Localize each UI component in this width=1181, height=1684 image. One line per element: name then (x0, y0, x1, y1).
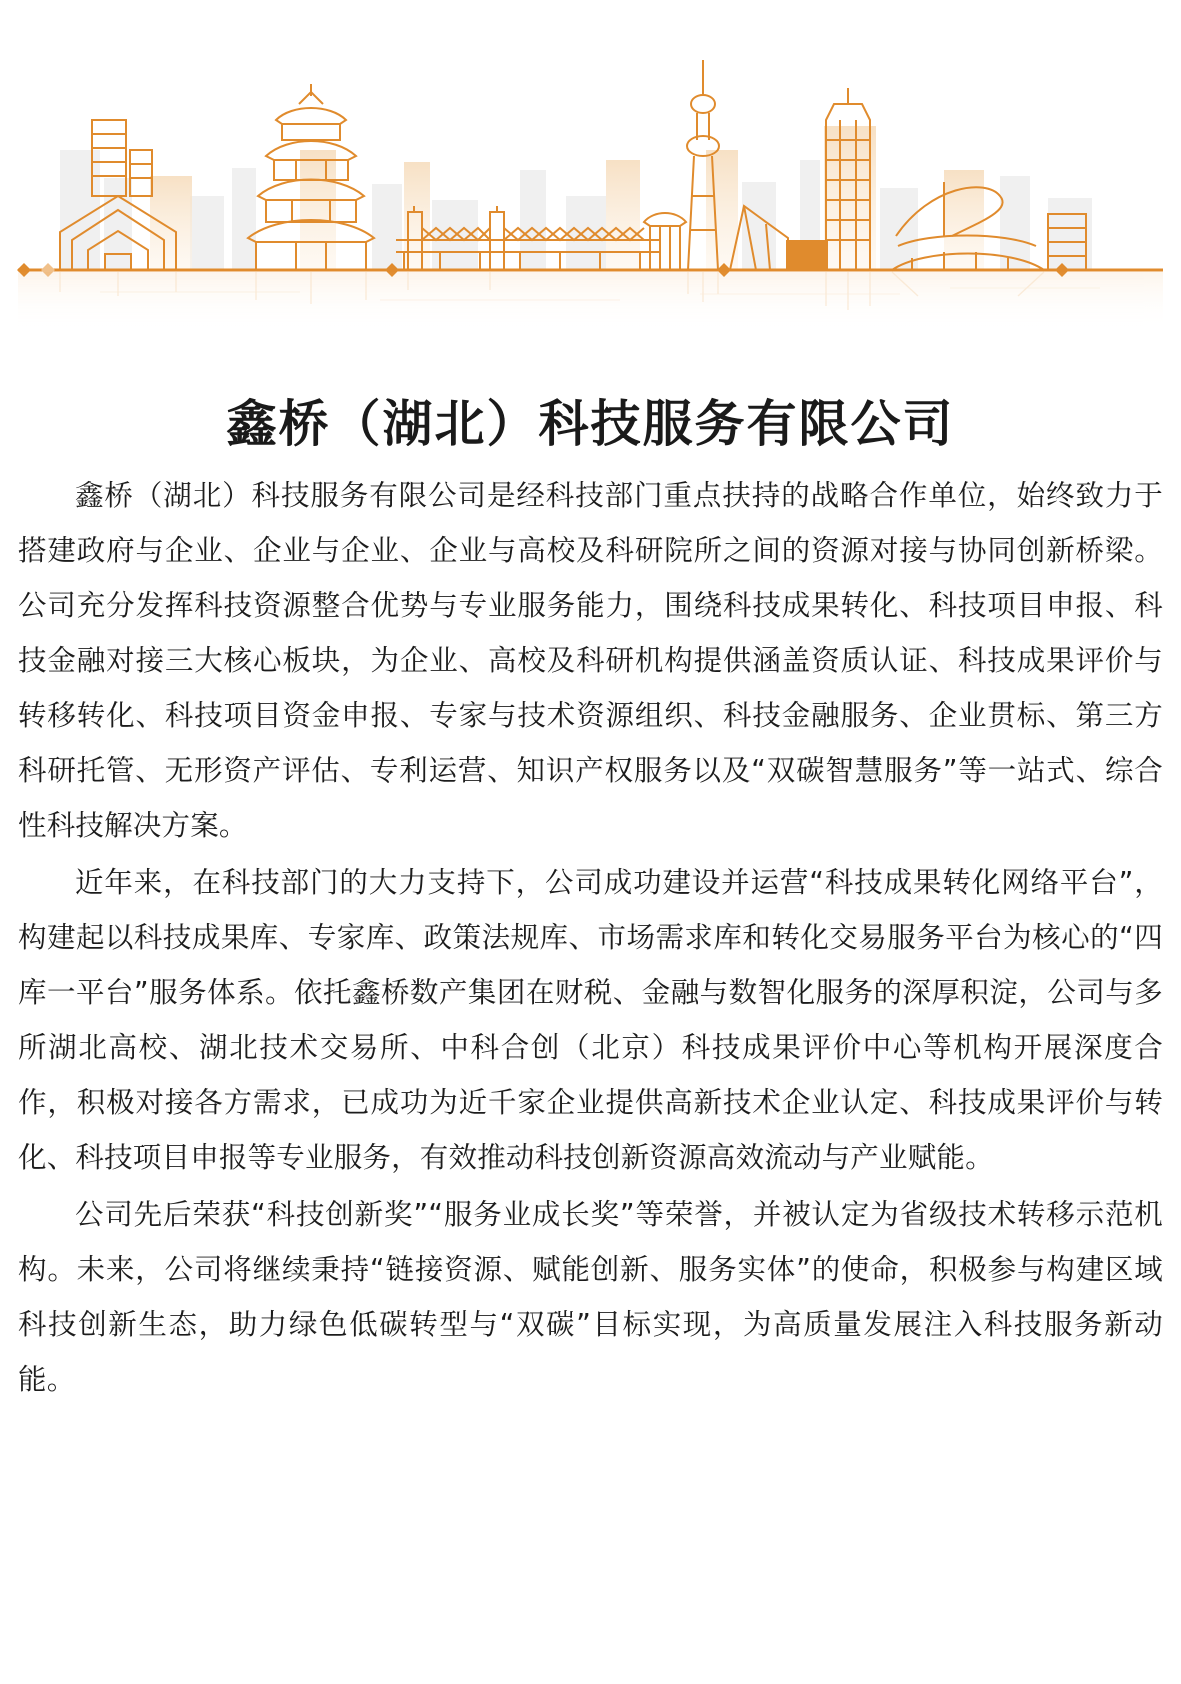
orange-accent-block (786, 240, 828, 270)
page-title: 鑫桥（湖北）科技服务有限公司 (226, 394, 955, 453)
water-reflection (18, 272, 1163, 330)
skyline-svg (0, 0, 1181, 330)
document-body (18, 468, 1163, 1409)
paragraph-1: 鑫桥（湖北）科技服务有限公司是经科技部门重点扶持的战略合作单位，始终致力于搭建政府与企业、企业与企业、企业与高校及科研院所之间的资源对接与协同创新桥梁。公司充分发挥科技资源整合优势与专业服务能力，围绕科技成果转化、科技项目申报、科技金融对接三大核心板块，为企业、高校及科研机构提供涵盖资质认证、科技成果评价与转移转化、科技项目资金申报、专家与技术资源组织、科技金融服务、企业贯标、第三方科研托管、无形资产评估、专利运营、知识产权服务以及“双碳智慧服务”等一站式、综合性科技解决方案。 (18, 479, 1163, 842)
wuhan-skyline-illustration (0, 0, 1181, 330)
paragraph-2: 近年来，在科技部门的大力支持下，公司成功建设并运营“科技成果转化网络平台”，构建起以科技成果库、专家库、政策法规库、市场需求库和转化交易服务平台为核心的“四库一平台”服务体系。依托鑫桥数产集团在财税、金融与数智化服务的深厚积淀，公司与多所湖北高校、湖北技术交易所、中科合创（北京）科技成果评价中心等机构开展深度合作，积极对接各方需求，已成功为近千家企业提供高新技术企业认定、科技成果评价与转化、科技项目申报等专业服务，有效推动科技创新资源高效流动与产业赋能。 (18, 866, 1163, 1174)
paragraph-3: 公司先后荣获“科技创新奖”“服务业成长奖”等荣誉，并被认定为省级技术转移示范机构。未来，公司将继续秉持“链接资源、赋能创新、服务实体”的使命，积极参与构建区域科技创新生态，助力绿色低碳转型与“双碳”目标实现，为高质量发展注入科技服务新动能。 (18, 1198, 1163, 1396)
small-pavilion (644, 213, 686, 270)
